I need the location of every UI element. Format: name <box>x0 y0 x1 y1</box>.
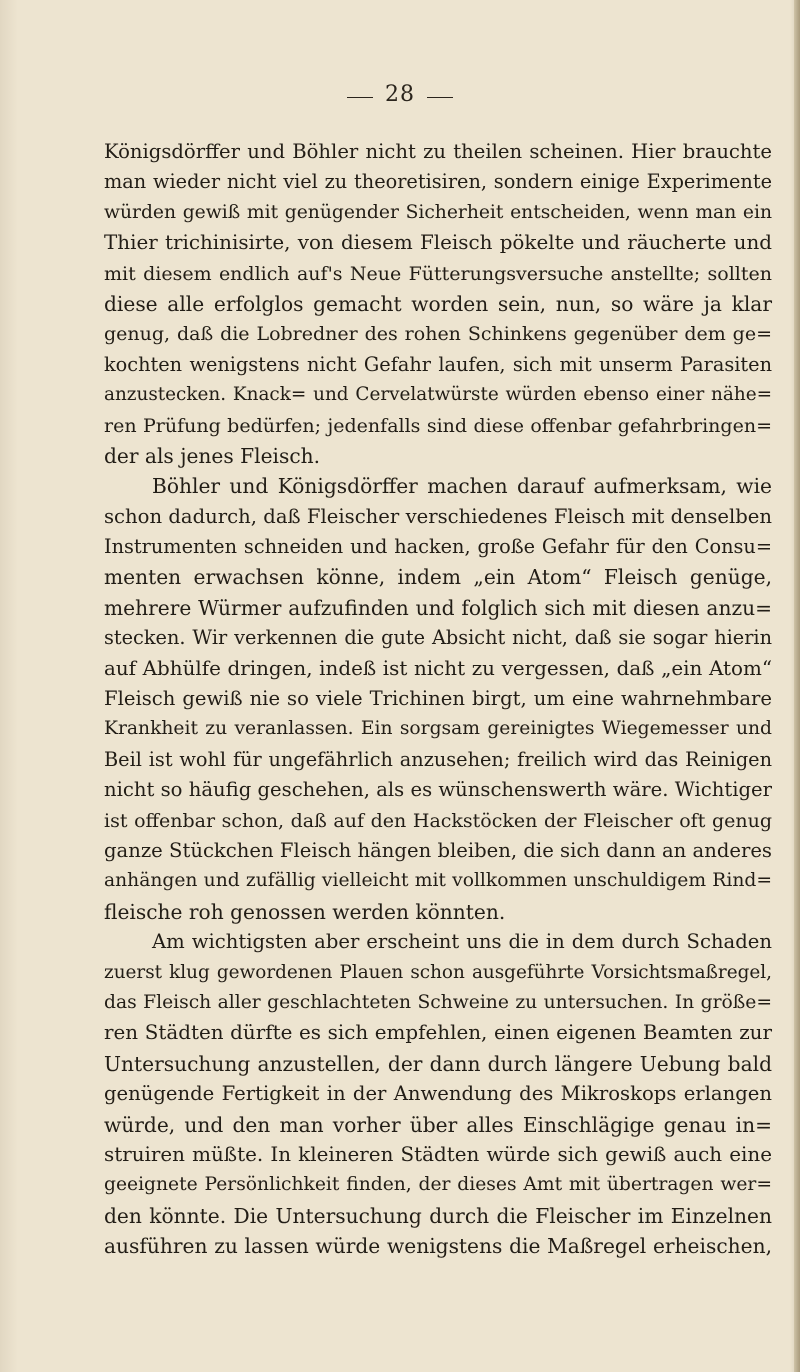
text-line: struiren müßte. In kleineren Städten würde sich gewiß auch eine <box>104 1142 772 1166</box>
text-line: auf Abhülfe dringen, indeß ist nicht zu vergessen, daß „ein Atom“ <box>104 656 772 680</box>
text-line: der als jenes Fleisch. <box>104 443 321 468</box>
text-line: anzustecken. Knack= und Cervelatwürste würden ebenso einer nähe= <box>104 384 772 406</box>
text-line: das Fleisch aller geschlachteten Schweine zu untersuchen. In größe= <box>104 991 772 1013</box>
text-line: genügende Fertigkeit in der Anwendung des Mikroskops erlangen <box>104 1082 772 1106</box>
text-line: ganze Stückchen Fleisch hängen bleiben, die sich dann an anderes <box>104 838 772 862</box>
text-line: Untersuchung anzustellen, der dann durch längere Uebung bald <box>104 1051 772 1076</box>
text-line: ausführen zu lassen würde wenigstens die Maßregel erheischen, <box>104 1234 772 1259</box>
text-line: mehrere Würmer aufzufinden und folglich sich mit diesen anzu= <box>104 595 772 620</box>
text-line: Instrumenten schneiden und hacken, große Gefahr für den Consu= <box>104 535 772 559</box>
text-line: schon dadurch, daß Fleischer verschiedenes Fleisch mit denselben <box>104 504 772 528</box>
text-line: diese alle erfolglos gemacht worden sein, nun, so wäre ja klar <box>104 291 772 316</box>
text-line: Thier trichinisirte, von diesem Fleisch pökelte und räucherte und <box>104 231 772 255</box>
text-line: menten erwachsen könne, indem „ein Atom“ Fleisch genüge, <box>104 565 772 590</box>
body-text <box>104 137 772 1261</box>
text-line: kochten wenigstens nicht Gefahr laufen, sich mit unserm Parasiten <box>104 352 772 376</box>
text-line: stecken. Wir verkennen die gute Absicht nicht, daß sie sogar hierin <box>104 626 772 650</box>
text-line: ist offenbar schon, daß auf den Hackstöcken der Fleischer oft genug <box>104 809 772 832</box>
text-line: Fleisch gewiß nie so viele Trichinen birgt, um eine wahrnehmbare <box>104 687 772 711</box>
text-line: genug, daß die Lobredner des rohen Schinkens gegenüber dem ge= <box>104 323 772 346</box>
text-line: würde, und den man vorher über alles Einschlägige genau in= <box>104 1112 772 1137</box>
text-line: anhängen und zufällig vielleicht mit vollkommen unschuldigem Rind= <box>104 870 772 892</box>
text-line: fleische roh genossen werden könnten. <box>104 899 506 924</box>
text-line: mit diesem endlich auf's Neue Fütterungsversuche anstellte; sollten <box>104 262 772 285</box>
text-line: den könnte. Die Untersuchung durch die Fleischer im Einzelnen <box>104 1203 772 1228</box>
text-line: Königsdörffer und Böhler nicht zu theilen scheinen. Hier brauchte <box>104 140 772 163</box>
text-line: würden gewiß mit genügender Sicherheit entscheiden, wenn man ein <box>104 201 772 223</box>
text-line: nicht so häufig geschehen, als es wünschenswerth wäre. Wichtiger <box>104 778 772 802</box>
text-line: ren Städten dürfte es sich empfehlen, einen eigenen Beamten zur <box>104 1021 772 1045</box>
text-line: Beil ist wohl für ungefährlich anzusehen; freilich wird das Reinigen <box>104 747 772 771</box>
text-line: Böhler und Königsdörffer machen darauf aufmerksam, wie <box>152 474 772 499</box>
text-line: Am wichtigsten aber erscheint uns die in dem durch Schaden <box>152 930 772 954</box>
page-number: 28 <box>385 82 415 107</box>
text-line: geeignete Persönlichkeit finden, der dieses Amt mit übertragen wer= <box>104 1174 772 1196</box>
text-line: ren Prüfung bedürfen; jedenfalls sind diese offenbar gefahrbringen= <box>104 414 772 437</box>
header-dash-left <box>347 97 373 98</box>
text-line: man wieder nicht viel zu theoretisiren, sondern einige Experimente <box>104 170 772 194</box>
header-dash-right <box>427 97 453 98</box>
text-line: zuerst klug gewordenen Plauen schon ausgeführte Vorsichtsmaßregel, <box>104 961 772 983</box>
page-number-header <box>0 82 800 107</box>
page-edge-shadow <box>794 0 800 1372</box>
text-line: Krankheit zu veranlassen. Ein sorgsam gereinigtes Wiegemesser und <box>104 718 772 740</box>
